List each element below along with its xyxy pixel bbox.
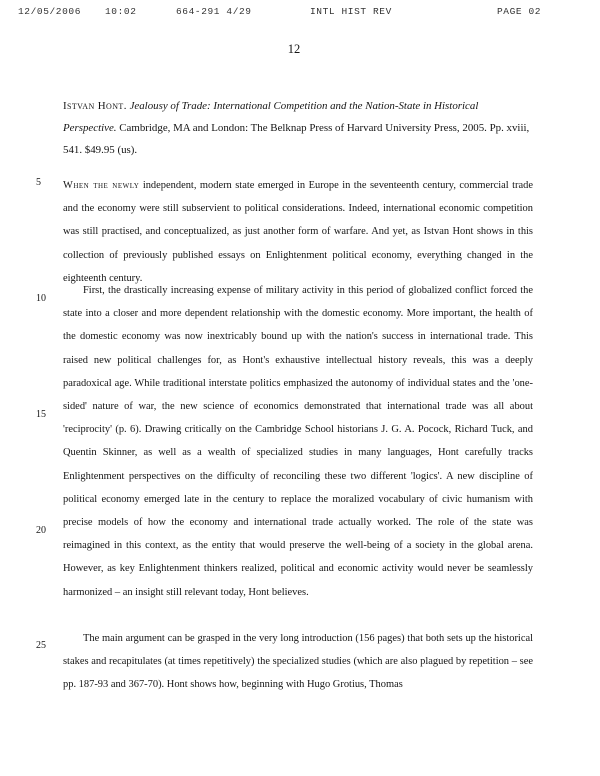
fax-page: PAGE 02 (497, 6, 542, 17)
paragraph-3 (63, 627, 533, 697)
citation-details: Cambridge, MA and London: The Belknap Press of Harvard University Press, 2005. Pp. xviii, 541. $49.95 (us). (63, 122, 530, 156)
fax-sender: INTL HIST REV (310, 6, 392, 17)
paragraph-1 (63, 174, 533, 290)
fax-date: 12/05/2006 (18, 6, 82, 17)
paragraph-2 (63, 279, 533, 604)
line-number-20: 20 (36, 525, 46, 536)
paragraph-1-lead: When the newly (63, 180, 140, 191)
line-number-25: 25 (36, 640, 46, 651)
page-number: 12 (287, 42, 301, 56)
line-number-5: 5 (36, 177, 41, 188)
fax-header (0, 6, 600, 20)
line-number-10: 10 (36, 293, 46, 304)
paragraph-2-text: First, the drastically increasing expense of military activity in this period of globalized conflict forced the state into a closer and more dependent relationship with the domestic economy. More important, the health of the domestic economy was now inextricably bound up with the nation's success in international trade. This raised new political challenges for, as Hont's exhaustive intellectual history reveals, this was a deeply paradoxical age. While traditional interstate politics emphasized the autonomy of individual states and the 'one-sided' nature of war, the new science of economics demonstrated that international trade was all about 'reciprocity' (p. 6). Drawing critically on the Cambridge School historians J. G. A. Pocock, Richard Tuck, and Quentin Skinner, as well as a wealth of specialized studies in many languages, Hont carefully tracks Enlightenment perspectives on the difficulty of reconciling these two different 'logics'. A new discipline of political economy emerged late in the century to replace the moralized vocabulary of civic humanism with precise models of how the economy and international trade actually worked. The role of the state was reimagined in this context, as the entity that would preserve the well-being of a society in the global arena. However, as key Enlightenment thinkers realized, political and economic activity would never be seamlessly harmonized – an insight still relevant today, Hont believes. (63, 285, 533, 598)
book-citation (63, 95, 531, 161)
citation-title: Jealousy of Trade: International Competition and the Nation-State in Historical Perspective. (63, 100, 479, 134)
citation-author: Istvan Hont. (63, 100, 127, 112)
paragraph-1-text: independent, modern state emerged in Europe in the seventeenth century, commercial trade and the economy were still subservient to political considerations. Indeed, international economic competition was still practised, and conceptualized, as just another form of warfare. And yet, as Istvan Hont shows in this collection of previously published essays on Enlightenment political economy, everything changed in the eighteenth century. (63, 180, 533, 284)
fax-time: 10:02 (105, 6, 137, 17)
fax-number: 664-291 4/29 (176, 6, 252, 17)
paragraph-3-text: The main argument can be grasped in the very long introduction (156 pages) that both sets up the historical stakes and recapitulates (at times repetitively) the specialized studies (which are also plagued by repetition – see pp. 187-93 and 367-70). Hont shows how, beginning with Hugo Grotius, Thomas (63, 633, 533, 691)
line-number-15: 15 (36, 409, 46, 420)
